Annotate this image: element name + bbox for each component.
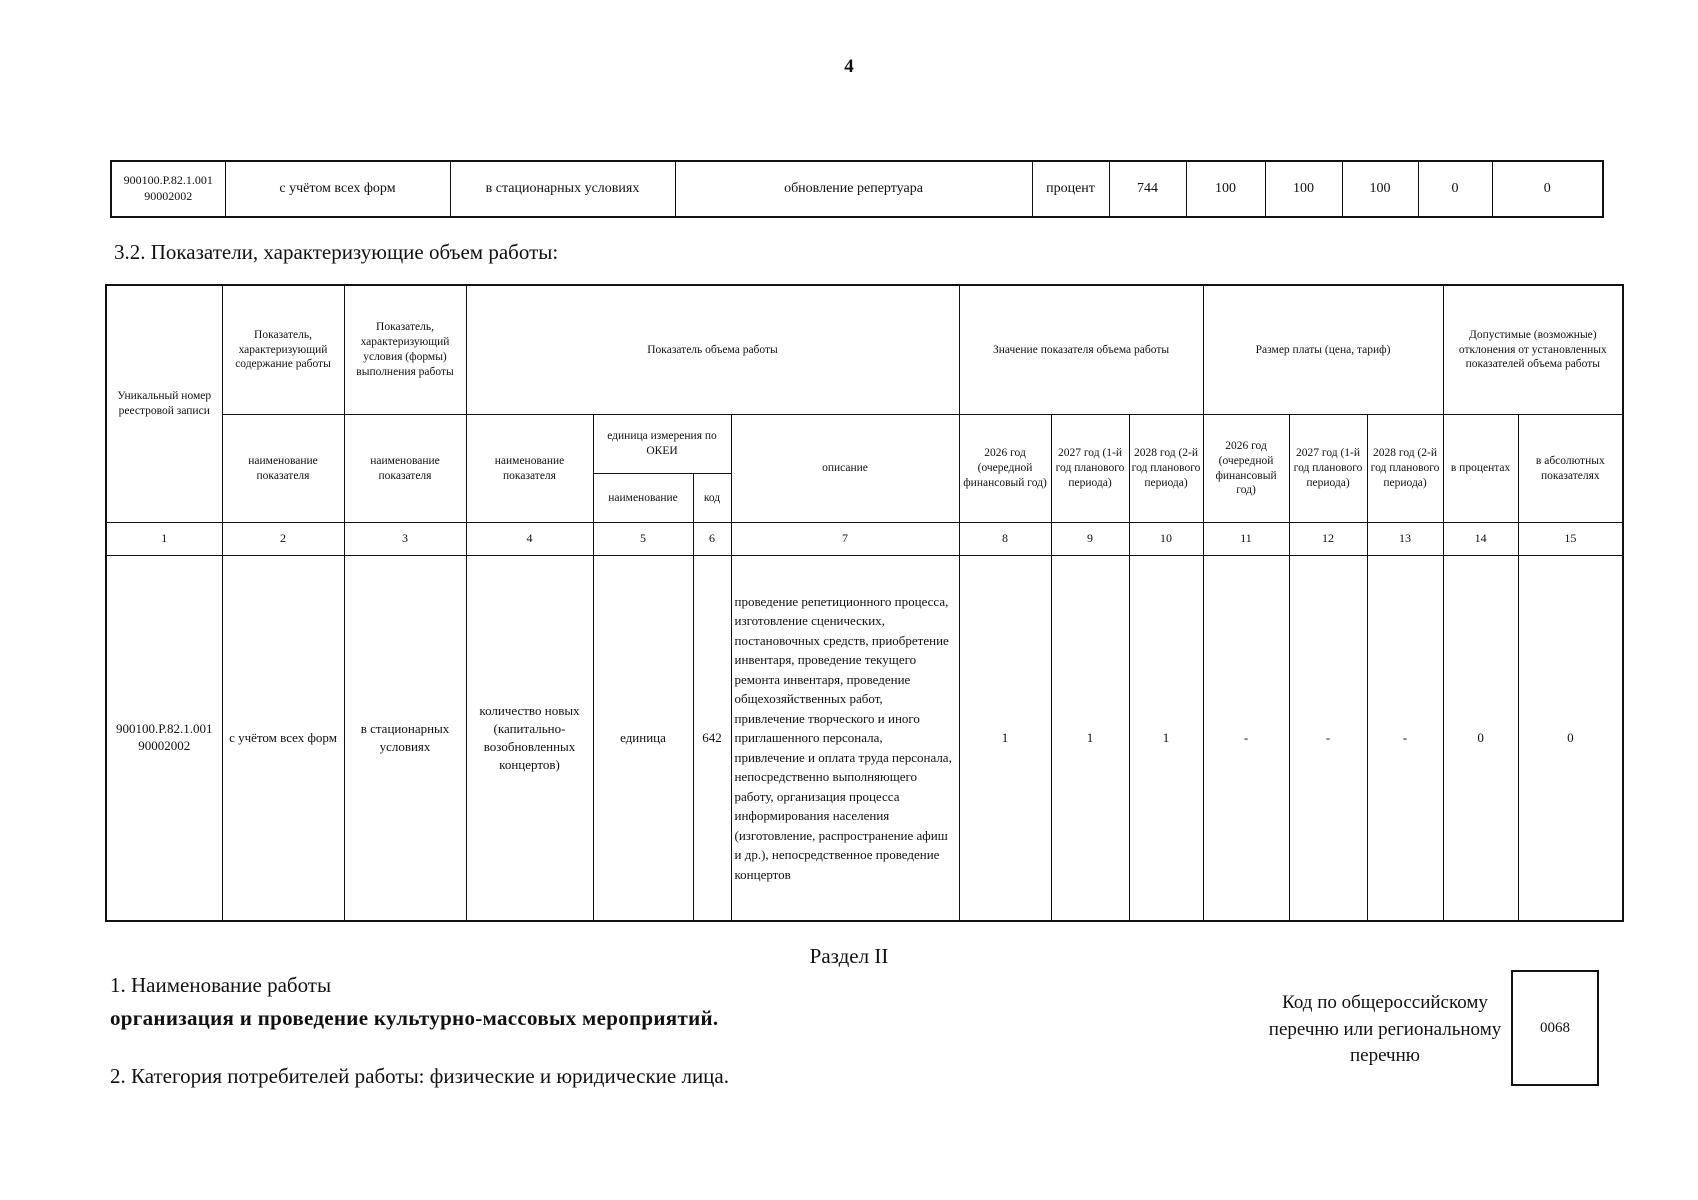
fee-2026-header: 2026 год (очередной финансовый год)	[1203, 415, 1289, 523]
value-2026-cell: 1	[959, 556, 1051, 922]
column-numbers-row	[106, 523, 1623, 556]
content-name-header: наименование показателя	[222, 415, 344, 523]
registry-code-value: 0068	[1540, 1019, 1570, 1036]
column-number: 8	[959, 523, 1051, 556]
conditions-cell: в стационарных условиях	[344, 556, 466, 922]
fee-2028-header: 2028 год (2-й год планового периода)	[1367, 415, 1443, 523]
value-2027-cell: 1	[1051, 556, 1129, 922]
registry-number-cell: 900100.Р.82.1.001 90002002	[106, 556, 222, 922]
conditions-indicator-header: Показатель, характеризующий условия (формы) выполнения работы	[344, 285, 466, 415]
deviations-header: Допустимые (возможные) отклонения от установленных показателей объема работы	[1443, 285, 1623, 415]
section-heading: 3.2. Показатели, характеризующие объем работы:	[114, 240, 559, 264]
fee-header: Размер платы (цена, тариф)	[1203, 285, 1443, 415]
volume-value-header: Значение показателя объема работы	[959, 285, 1203, 415]
conditions-name-header: наименование показателя	[344, 415, 466, 523]
in-percent-header: в процентах	[1443, 415, 1518, 523]
in-absolute-header: в абсолютных показателях	[1518, 415, 1623, 523]
consumer-category: 2. Категория потребителей работы: физические и юридические лица.	[110, 1064, 729, 1088]
deviation-absolute-cell: 0	[1518, 556, 1623, 922]
fee-2026-cell: -	[1203, 556, 1289, 922]
column-number: 10	[1129, 523, 1203, 556]
fee-2027-header: 2027 год (1-й год планового периода)	[1289, 415, 1367, 523]
volume-name-header: наименование показателя	[466, 415, 593, 523]
column-number: 1	[106, 523, 222, 556]
section-title: Раздел II	[809, 944, 889, 968]
table-row	[106, 556, 1623, 922]
value-2028-cell: 100	[1342, 161, 1418, 217]
deviation-absolute-cell: 0	[1492, 161, 1603, 217]
column-number: 5	[593, 523, 693, 556]
column-number: 2	[222, 523, 344, 556]
okei-unit-header: единица измерения по ОКЕИ	[593, 415, 731, 474]
header-row	[106, 285, 1623, 415]
fee-2028-cell: -	[1367, 556, 1443, 922]
column-number: 7	[731, 523, 959, 556]
column-number: 13	[1367, 523, 1443, 556]
column-number: 4	[466, 523, 593, 556]
content-cell: с учётом всех форм	[222, 556, 344, 922]
okei-code-header: код	[693, 474, 731, 523]
registry-code-label: Код по общероссийскому перечню или региональному перечню	[1268, 992, 1502, 1067]
quality-indicators-continuation-table	[110, 160, 1604, 218]
deviation-percent-cell: 0	[1418, 161, 1492, 217]
volume-indicators-table	[105, 284, 1624, 922]
work-name-value: организация и проведение культурно-массовых мероприятий.	[110, 1006, 719, 1030]
registry-code-box	[1511, 970, 1599, 1086]
registry-number-cell: 900100.Р.82.1.001 90002002	[111, 161, 225, 217]
description-header: описание	[731, 415, 959, 523]
unit-cell: процент	[1032, 161, 1109, 217]
value-2027-cell: 100	[1265, 161, 1342, 217]
column-number: 3	[344, 523, 466, 556]
description-cell: проведение репетиционного процесса, изготовление сценических, постановочных средств, приобретение инвентаря, проведение текущего ремонта инвентаря, проведение общехозяйственных работ, привлечение творческого и иного приглашенного персонала, привлечение и оплата труда персонала, непосредственно выполняющего работу, организация процесса информирования населения (изготовление, распространение афиш и др.), непосредственное проведение концертов	[731, 556, 959, 922]
deviation-percent-cell: 0	[1443, 556, 1518, 922]
registry-header: Уникальный номер реестровой записи	[106, 285, 222, 523]
column-number: 15	[1518, 523, 1623, 556]
column-number: 9	[1051, 523, 1129, 556]
unit-cell: единица	[593, 556, 693, 922]
conditions-cell: в стационарных условиях	[450, 161, 675, 217]
page-number: 4	[844, 56, 854, 77]
indicator-cell: количество новых (капитально-возобновленных концертов)	[466, 556, 593, 922]
column-number: 11	[1203, 523, 1289, 556]
content-cell: с учётом всех форм	[225, 161, 450, 217]
value-2028-cell: 1	[1129, 556, 1203, 922]
column-number: 12	[1289, 523, 1367, 556]
content-indicator-header: Показатель, характеризующий содержание работы	[222, 285, 344, 415]
volume-indicator-header: Показатель объема работы	[466, 285, 959, 415]
okei-name-header: наименование	[593, 474, 693, 523]
code-cell: 642	[693, 556, 731, 922]
year-2027-header: 2027 год (1-й год планового периода)	[1051, 415, 1129, 523]
header-row	[106, 415, 1623, 474]
table-row	[111, 161, 1603, 217]
column-number: 6	[693, 523, 731, 556]
year-2028-header: 2028 год (2-й год планового периода)	[1129, 415, 1203, 523]
work-name-label: 1. Наименование работы	[110, 973, 332, 997]
year-2026-header: 2026 год (очередной финансовый год)	[959, 415, 1051, 523]
indicator-cell: обновление репертуара	[675, 161, 1032, 217]
column-number: 14	[1443, 523, 1518, 556]
value-2026-cell: 100	[1186, 161, 1265, 217]
code-cell: 744	[1109, 161, 1186, 217]
fee-2027-cell: -	[1289, 556, 1367, 922]
